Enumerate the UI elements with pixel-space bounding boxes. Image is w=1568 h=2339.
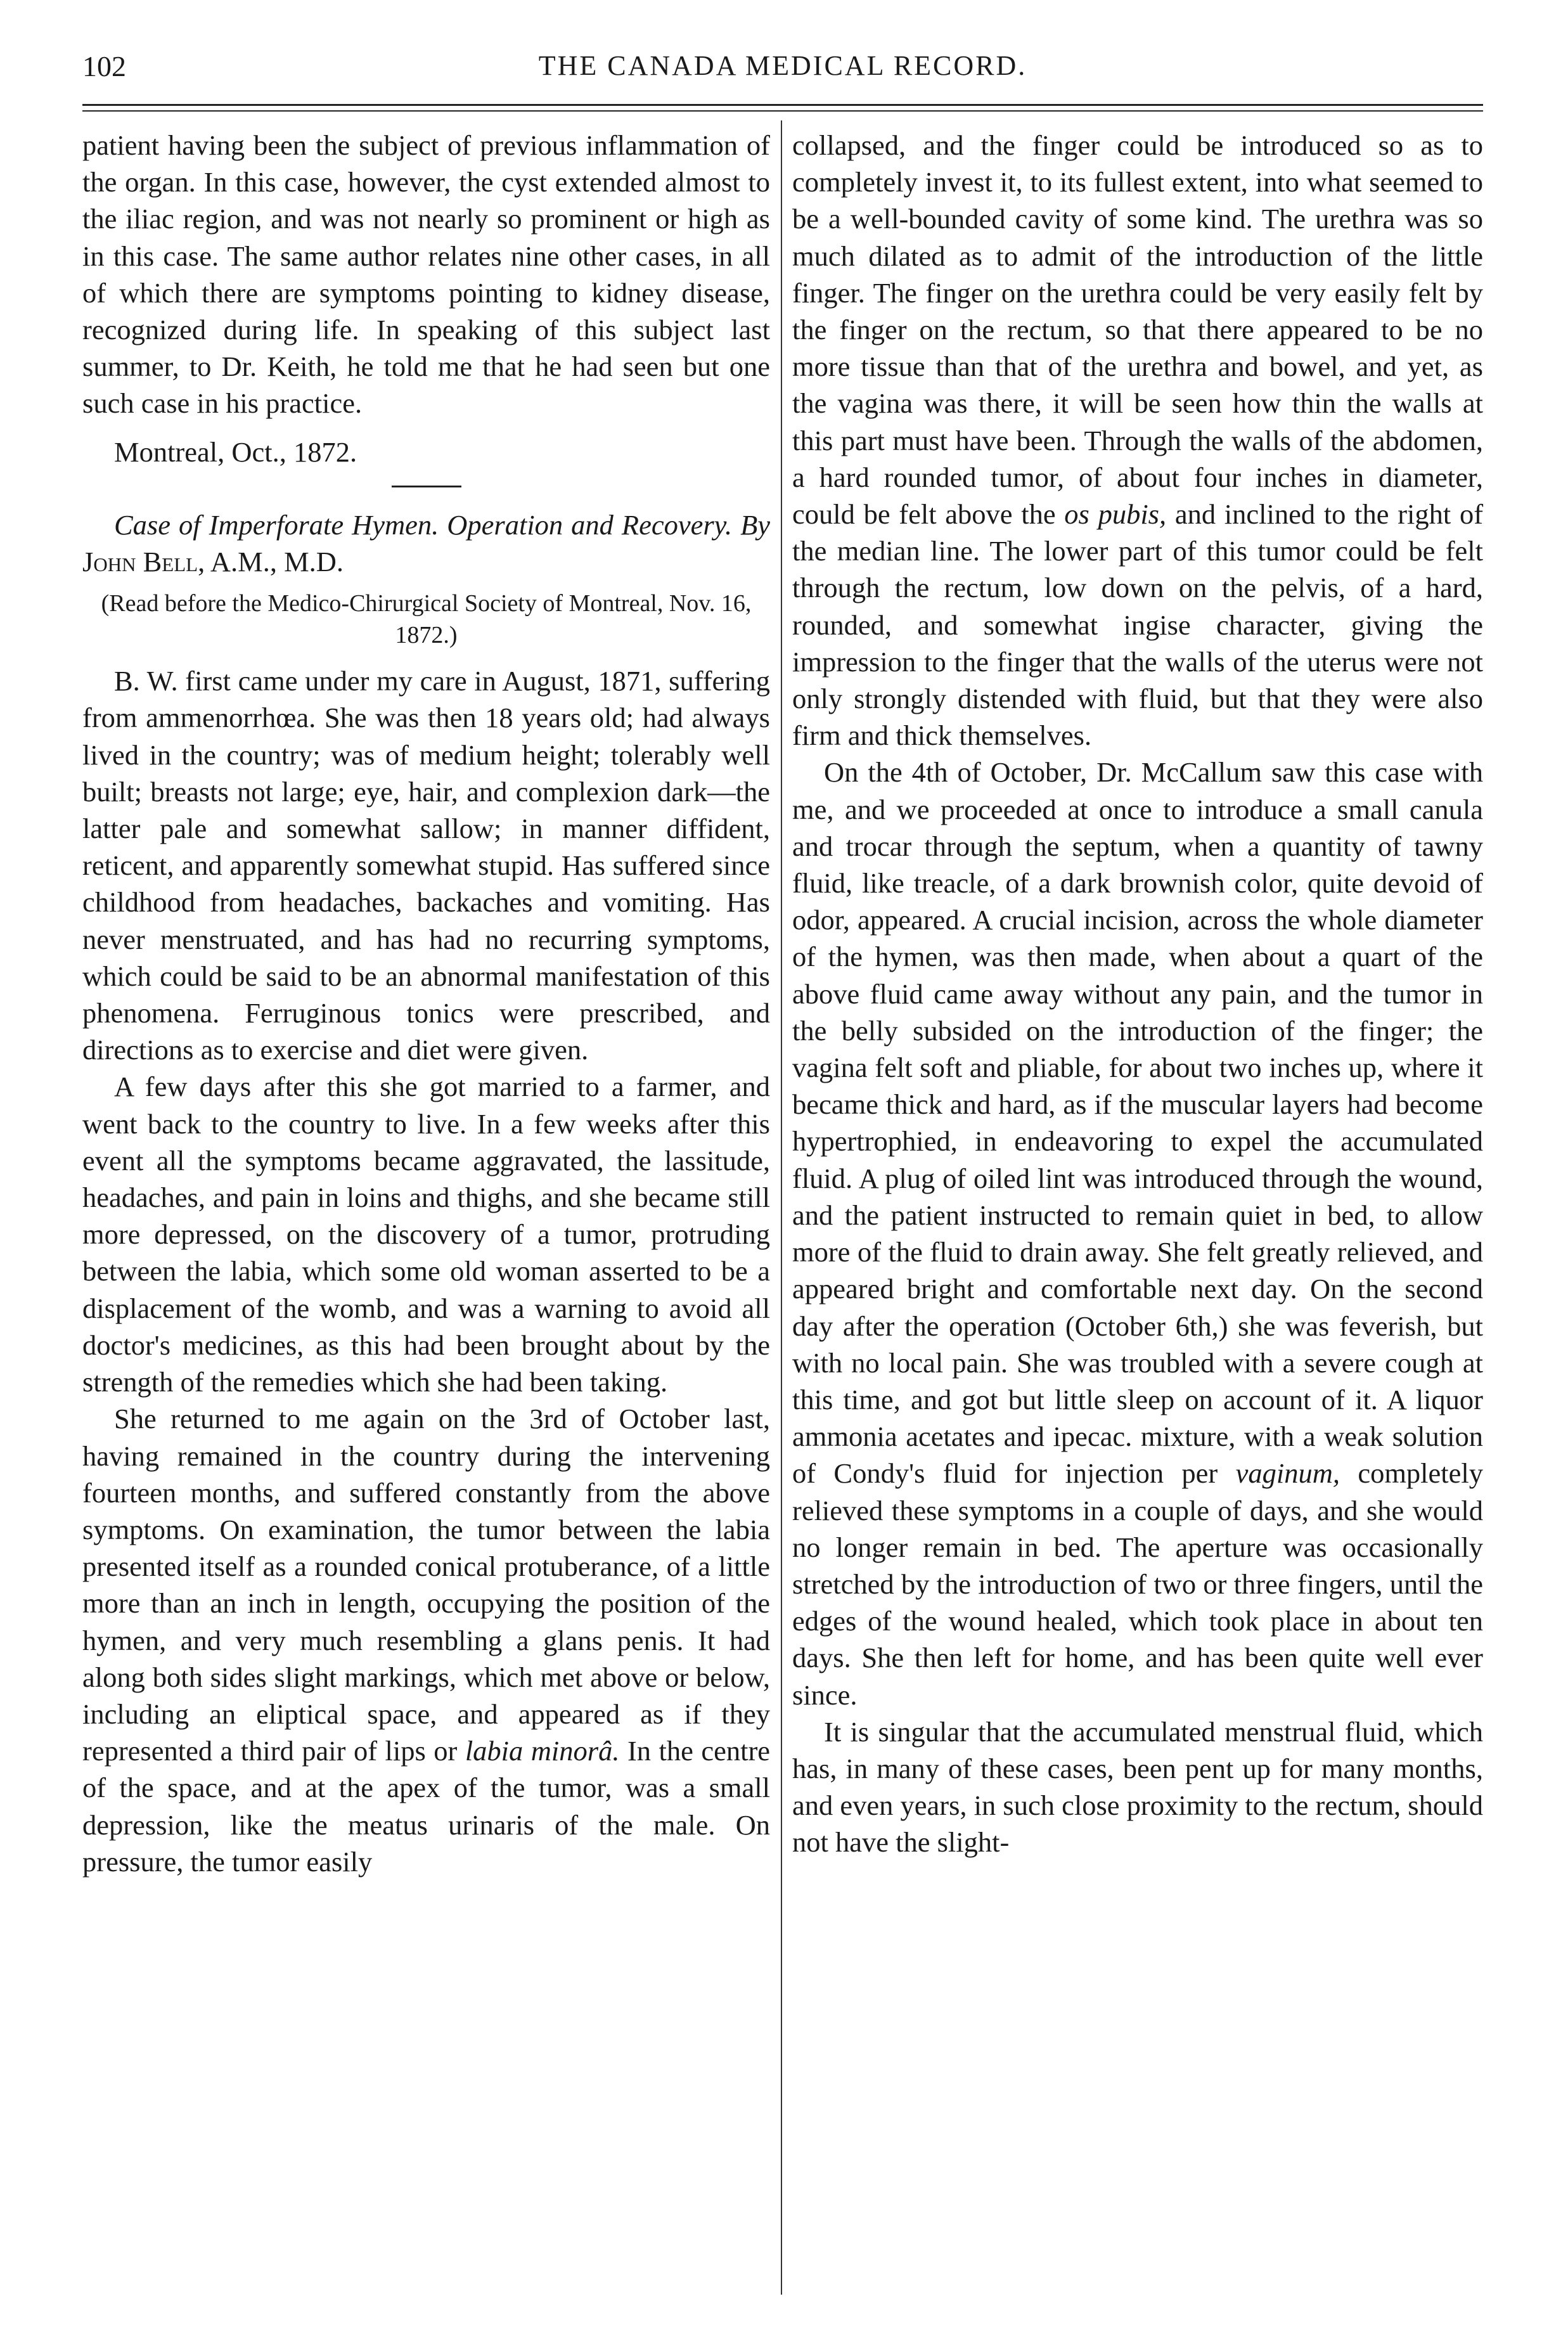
- continued-paragraph: patient having been the subject of previous inflammation of the organ. In this case, however, the cyst extended almost to the iliac region, and was not nearly so prominent or high as in this case. The same author relates nine other cases, in all of which there are symptoms pointing to kidney disease, recognized during life. In speaking of this subject last summer, to Dr. Keith, he told me that he had seen but one such case in his practice.: [82, 129, 770, 420]
- paragraph-text: In the centre of the space, and at the apex of the tumor, was a small depression, like the meatus urinaris of the male. On pressure, the tumor easily: [82, 1735, 771, 1878]
- article-author: John Bell, A.M., M.D.: [82, 546, 344, 578]
- article-byline-prefix: By: [740, 508, 770, 541]
- column-divider: [781, 120, 782, 2295]
- body-paragraph: [82, 1400, 770, 1880]
- paragraph-text: collapsed, and the finger could be introduced so as to completely invest it, to its fullest extent, into what seemed to be a well-bounded cavity of some kind. The urethra was so much dilated as to admit of the introduction of the little finger. The finger on the urethra could be very easily felt by the finger on the rectum, so that there appeared to be no more tissue than that of the urethra and bowel, and yet, as the vagina was there, it will be seen how thin the walls at this part must have been. Through the walls of the abdomen, a hard rounded tumor, of about four inches in diameter, could be felt above the: [792, 129, 1483, 531]
- italic-term: vaginum,: [1235, 1457, 1340, 1490]
- article-title-text: Case of Imperforate Hymen. Operation and Recovery.: [114, 508, 733, 541]
- paragraph-text: completely relieved these symptoms in a couple of days, and she would no longer remain in bed. The aperture was occasionally stretched by the introduction of two or three fingers, until the edges of the wound healed, which took place in about ten days. She then left for home, and has been quite well ever since.: [792, 1457, 1484, 1711]
- body-paragraph: [792, 754, 1483, 1713]
- body-paragraph: A few days after this she got married to a farmer, and went back to the country to live. In a few weeks after this event all the symptoms became aggravated, the lassitude, headaches, and pain in loins and thighs, and she became still more depressed, on the discovery of a tumor, protruding between the labia, which some old woman asserted to be a displacement of the womb, and was a warning to avoid all doctor's medicines, as this had been brought about by the strength of the remedies which she had been taking.: [82, 1071, 770, 1398]
- body-paragraph: B. W. first came under my care in August, 1871, suffering from ammenorrhœa. She was then 18 years old; had always lived in the country; was of medium height; tolerably well built; breasts not large; eye, hair, and complexion dark—the latter pale and somewhat sallow; in manner diffident, reticent, and apparently somewhat stupid. Has suffered since childhood from headaches, backaches and vomiting. Has never menstruated, and has had no recurring symptoms, which could be said to be an abnormal manifestation of this phenomena. Ferruginous tonics were prescribed, and directions as to exercise and diet were given.: [82, 665, 770, 1066]
- running-title: THE CANADA MEDICAL RECORD.: [538, 50, 1027, 81]
- page-header: [82, 49, 1483, 87]
- header-rule: [82, 104, 1483, 106]
- italic-term: labia minorâ.: [465, 1735, 620, 1767]
- read-note: (Read before the Medico-Chirurgical Society of Montreal, Nov. 16, 1872.): [101, 590, 752, 649]
- section-separator: [392, 486, 461, 487]
- body-paragraph: [792, 127, 1483, 754]
- dateline: Montreal, Oct., 1872.: [114, 435, 357, 468]
- paragraph-text: and inclined to the right of the median line. The lower part of this tumor could be felt through the rectum, low down on the pelvis, of a hard, rounded, and somewhat ingise character, giving the impression to the finger that the walls of the uterus were not only strongly distended with fluid, but that they were also firm and thick themselves.: [792, 498, 1484, 752]
- article-title: [82, 506, 770, 580]
- paragraph-text: On the 4th of October, Dr. McCallum saw this case with me, and we proceeded at once to introduce a small canula and trocar through the septum, when a quantity of tawny fluid, like treacle, of a dark brownish color, quite devoid of odor, appeared. A crucial incision, across the whole diameter of the hymen, was then made, when about a quart of the above fluid came away without any pain, and the tumor in the belly subsided on the introduction of the finger; the vagina felt soft and pliable, for about two inches up, where it became thick and hard, as if the muscular layers had become hypertrophied, in endeavoring to expel the accumulated fluid. A plug of oiled lint was introduced through the wound, and the patient instructed to remain quiet in bed, to allow more of the fluid to drain away. She felt greatly relieved, and appeared bright and comfortable next day. On the second day after the operation (October 6th,) she was feverish, but with no local pain. She was troubled with a severe cough at this time, and got but little sleep on account of it. A liquor ammonia acetates and ipecac. mixture, with a weak solution of Condy's fluid for injection per: [792, 756, 1483, 1490]
- page-number: 102: [82, 50, 126, 82]
- paragraph-text: She returned to me again on the 3rd of October last, having remained in the country during the intervening fourteen months, and suffered constantly from the above symptoms. On examination, the tumor between the labia presented itself as a rounded conical protuberance, of a little more than an inch in length, occupying the position of the hymen, and very much resembling a glans penis. It had along both sides slight markings, which met above or below, including an eliptical space, and appeared as if they represented a third pair of lips or: [82, 1403, 770, 1767]
- right-column: [792, 127, 1483, 1861]
- left-column: [82, 127, 770, 1880]
- italic-term: os pubis,: [1064, 498, 1167, 531]
- body-paragraph: It is singular that the accumulated menstrual fluid, which has, in many of these cases, been pent up for many months, and even years, in such close proximity to the rectum, should not have the slight-: [792, 1715, 1483, 1859]
- header-rule-secondary: [82, 110, 1483, 112]
